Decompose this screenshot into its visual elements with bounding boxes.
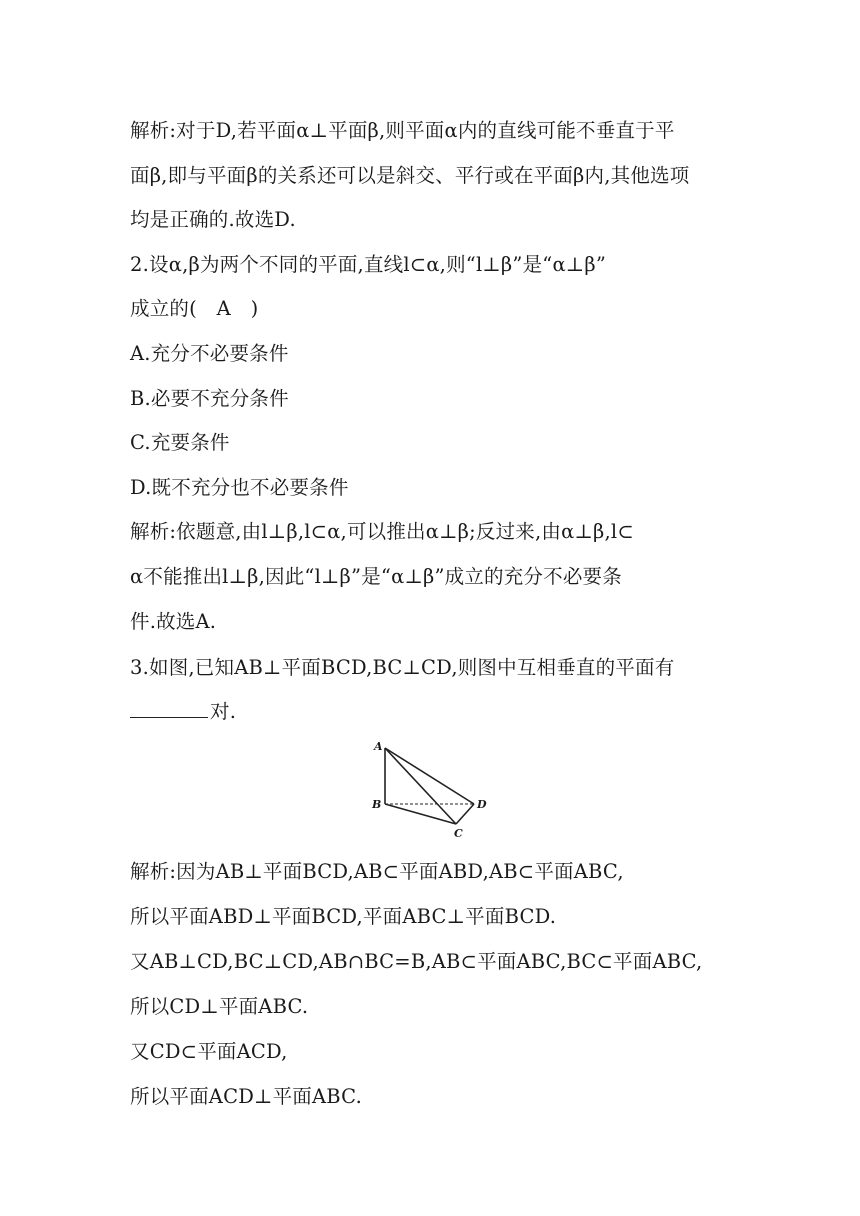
text-line: 解析:对于D,若平面α⊥平面β,则平面α内的直线可能不垂直于平 [130, 119, 675, 142]
option-c: C.充要条件 [130, 431, 230, 454]
question-3-blank-line [130, 702, 740, 722]
edge-cd [456, 804, 474, 824]
question-2-answer: 成立的( A ) [130, 297, 259, 320]
option-a: A.充分不必要条件 [130, 342, 289, 365]
text-line: 又AB⊥CD,BC⊥CD,AB∩BC=B,AB⊂平面ABC,BC⊂平面ABC, [130, 950, 703, 973]
question-2-stem: 2.设α,β为两个不同的平面,直线l⊂α,则“l⊥β”是“α⊥β” [130, 253, 606, 276]
blank-suffix: 对. [210, 700, 237, 723]
text-line: 所以平面ACD⊥平面ABC. [130, 1085, 362, 1108]
vertex-label-c: C [454, 827, 463, 840]
text-line: 件.故选A. [130, 610, 217, 633]
question-3-stem: 3.如图,已知AB⊥平面BCD,BC⊥CD,则图中互相垂直的平面有 [130, 656, 675, 679]
tetrahedron-diagram [370, 740, 490, 840]
geometry-figure [370, 740, 490, 840]
answer-blank [130, 716, 208, 718]
option-d: D.既不充分也不必要条件 [130, 476, 349, 499]
text-line: 解析:因为AB⊥平面BCD,AB⊂平面ABD,AB⊂平面ABC, [130, 860, 624, 883]
vertex-label-a: A [374, 740, 383, 753]
text-line: α不能推出l⊥β,因此“l⊥β”是“α⊥β”成立的充分不必要条 [130, 565, 622, 588]
edge-bc [385, 804, 456, 824]
text-line: 均是正确的.故选D. [130, 208, 296, 231]
text-line: 面β,即与平面β的关系还可以是斜交、平行或在平面β内,其他选项 [130, 164, 690, 187]
text-line: 所以平面ABD⊥平面BCD,平面ABC⊥平面BCD. [130, 905, 557, 928]
vertex-label-b: B [372, 798, 382, 811]
text-line: 又CD⊂平面ACD, [130, 1040, 288, 1063]
text-line: 解析:依题意,由l⊥β,l⊂α,可以推出α⊥β;反过来,由α⊥β,l⊂ [130, 520, 634, 543]
vertex-label-d: D [477, 798, 487, 811]
option-b: B.必要不充分条件 [130, 387, 289, 410]
text-line: 所以CD⊥平面ABC. [130, 995, 309, 1018]
